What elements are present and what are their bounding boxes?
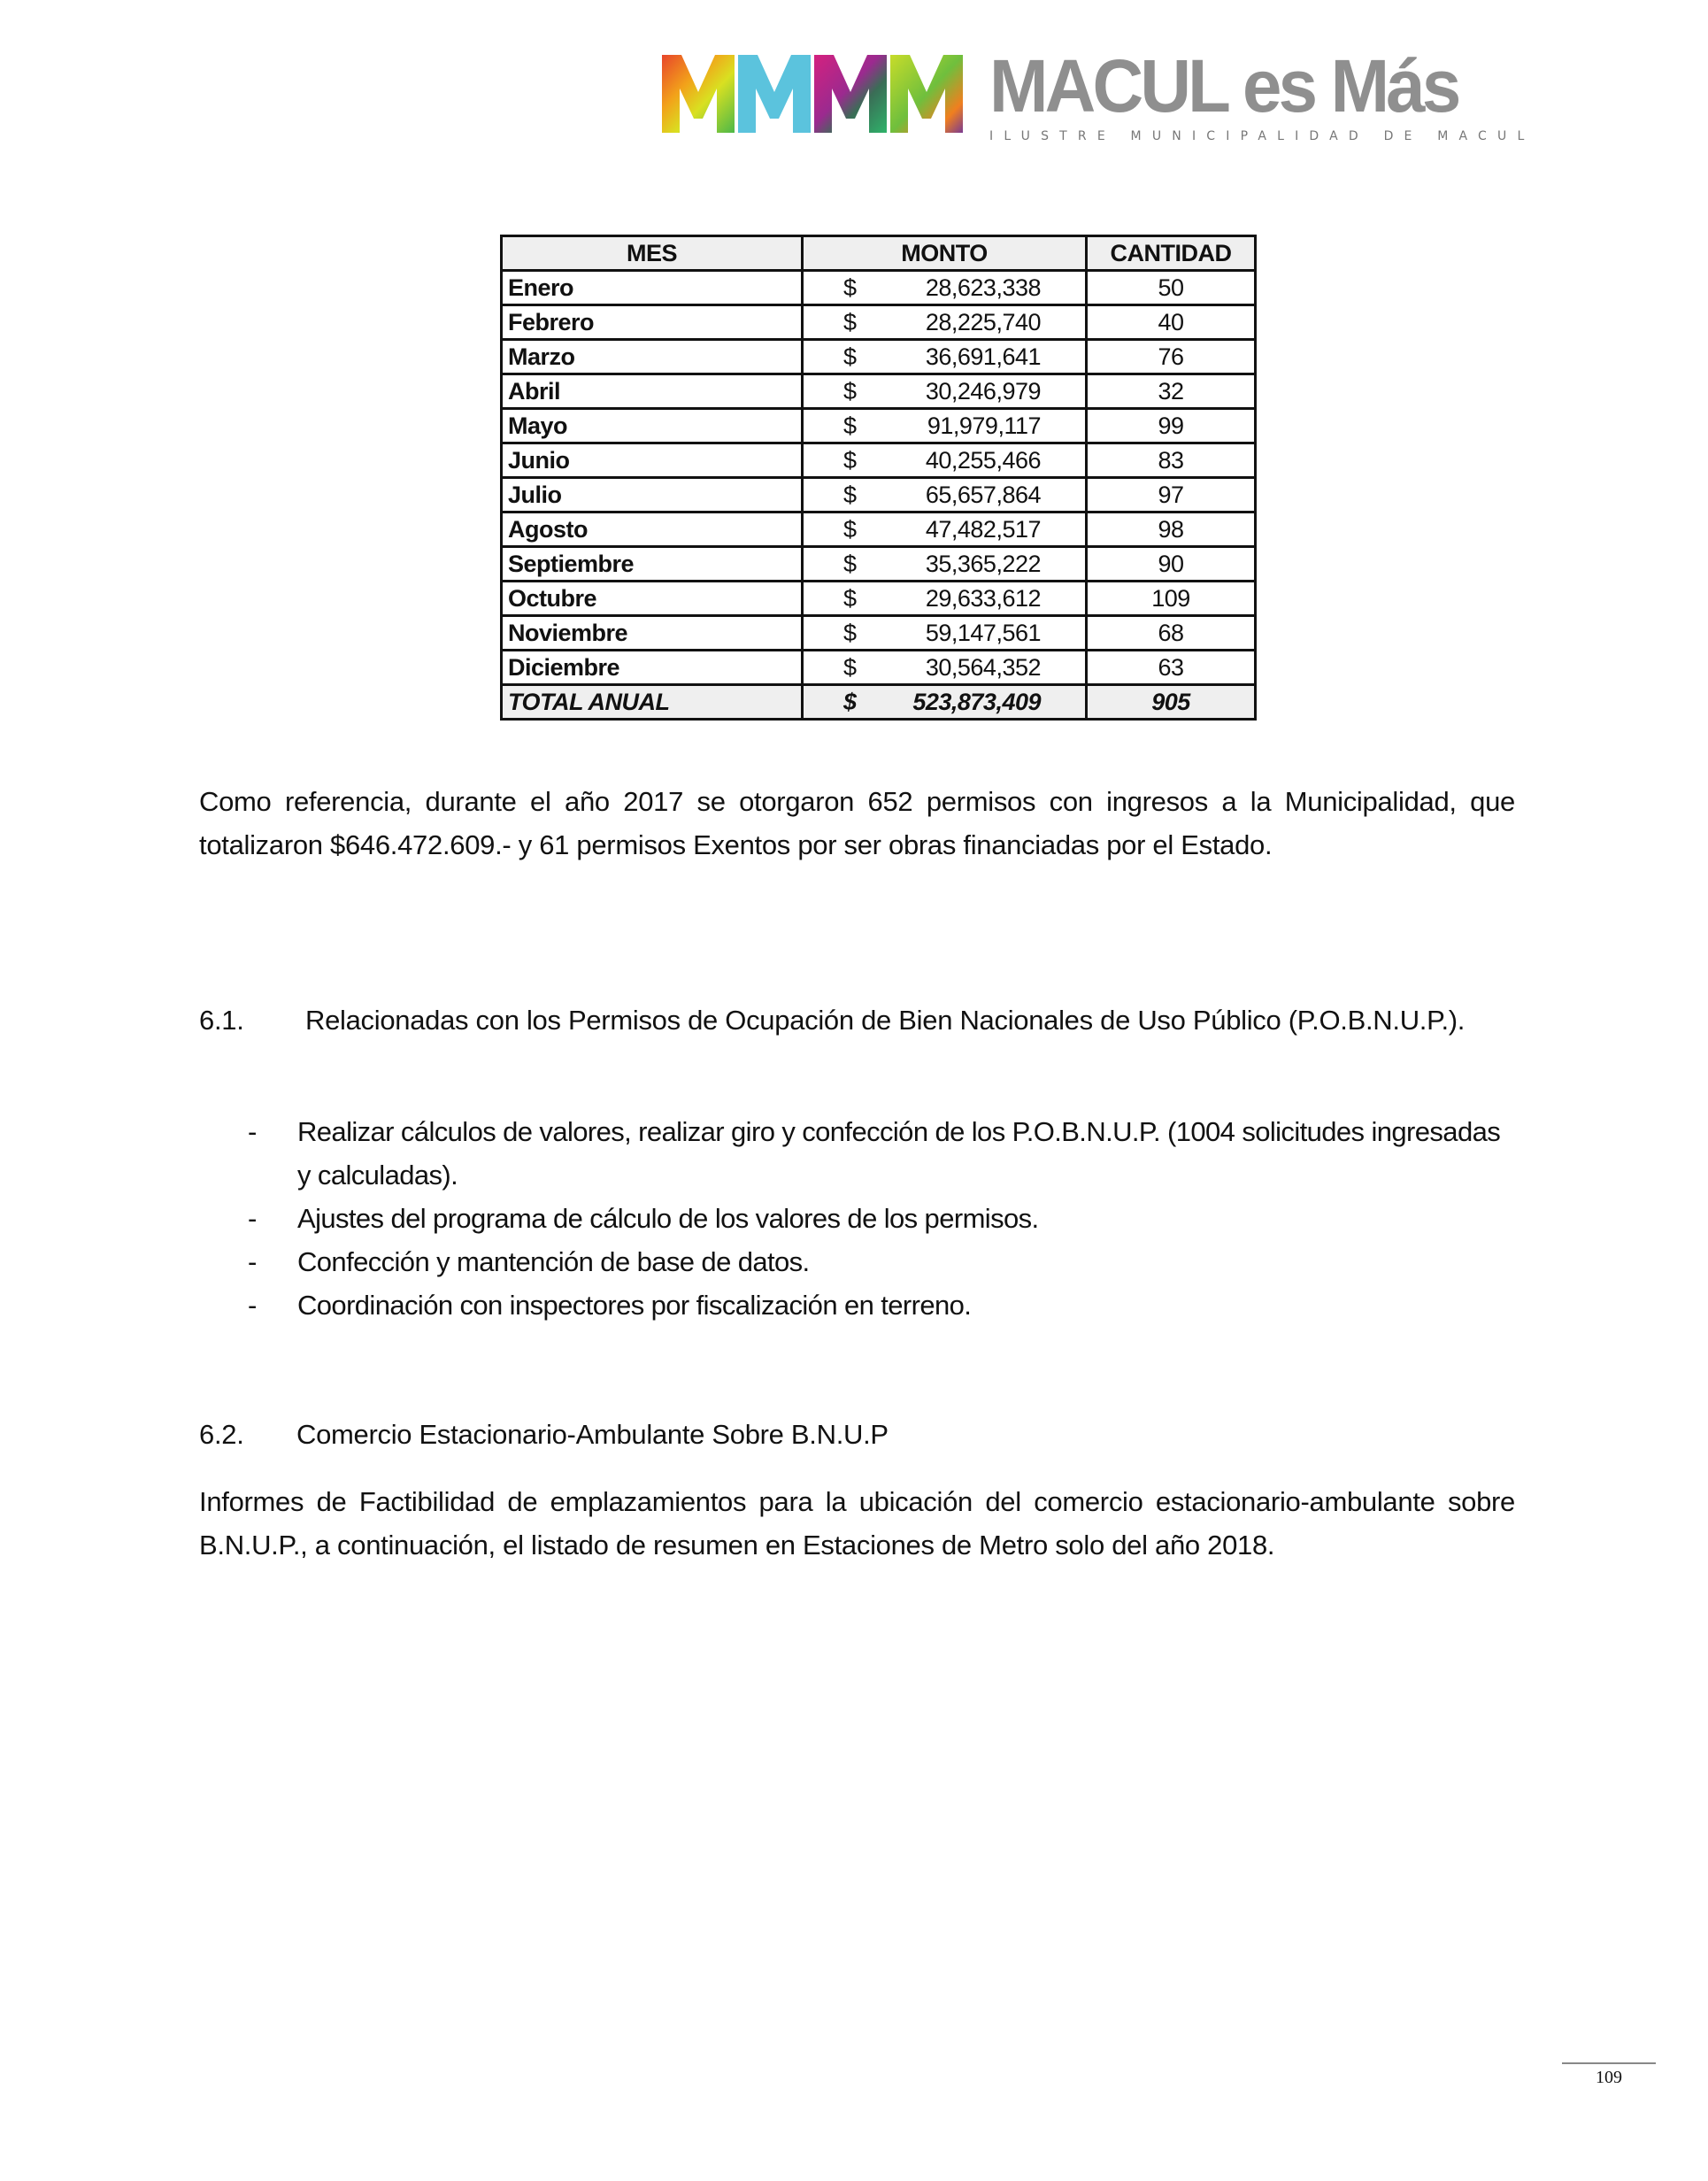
- cell-mes: Septiembre: [502, 547, 803, 582]
- currency-symbol: $: [843, 412, 857, 439]
- cell-mes: Enero: [502, 271, 803, 305]
- currency-symbol: $: [843, 274, 857, 301]
- cell-monto: [803, 651, 1087, 685]
- cell-monto-value: 47,482,517: [925, 516, 1041, 543]
- list-item-text: Confección y mantención de base de datos.: [297, 1246, 810, 1277]
- column-header-cantidad: CANTIDAD: [1087, 236, 1256, 271]
- cell-cantidad: 109: [1087, 582, 1256, 616]
- bullet-dash: -: [248, 1203, 257, 1234]
- table-row: [502, 547, 1256, 582]
- bullet-dash: -: [248, 1116, 257, 1147]
- table-row: [502, 409, 1256, 443]
- cell-cantidad: 40: [1087, 305, 1256, 340]
- table-row: [502, 582, 1256, 616]
- cell-monto-value: 91,979,117: [927, 412, 1041, 439]
- municipality-logo: [662, 44, 1535, 143]
- list-item-text: Coordinación con inspectores por fiscalización en terreno.: [297, 1290, 972, 1321]
- cell-monto-value: 30,246,979: [925, 378, 1041, 405]
- cell-monto: [803, 409, 1087, 443]
- cell-mes: Febrero: [502, 305, 803, 340]
- currency-symbol: $: [843, 689, 857, 715]
- cell-cantidad: 97: [1087, 478, 1256, 512]
- brand-text: [989, 44, 1535, 143]
- logo-m-green-icon: [890, 55, 963, 133]
- table-row: [502, 512, 1256, 547]
- cell-monto: [803, 305, 1087, 340]
- currency-symbol: $: [843, 516, 857, 543]
- cell-mes: Marzo: [502, 340, 803, 374]
- cell-cantidad: 90: [1087, 547, 1256, 582]
- currency-symbol: $: [843, 343, 857, 370]
- cell-monto-value: 28,623,338: [925, 274, 1041, 301]
- cell-monto: [803, 374, 1087, 409]
- cell-monto-value: 36,691,641: [925, 343, 1041, 370]
- cell-cantidad: 83: [1087, 443, 1256, 478]
- list-item: [248, 1240, 1515, 1283]
- reference-paragraph: Como referencia, durante el año 2017 se otorgaron 652 permisos con ingresos a la Municipalidad, que totalizaron $646.472.609.- y 61 permisos Exentos por ser obras financiadas por el Estado.: [199, 786, 1515, 860]
- cell-mes: Julio: [502, 478, 803, 512]
- cell-mes: Mayo: [502, 409, 803, 443]
- cell-monto-value: 40,255,466: [925, 447, 1041, 474]
- total-monto-value: 523,873,409: [912, 689, 1041, 715]
- cell-mes: Agosto: [502, 512, 803, 547]
- logo-m-cyan-icon: [738, 55, 811, 133]
- currency-symbol: $: [843, 654, 857, 681]
- cell-mes: Noviembre: [502, 616, 803, 651]
- cell-monto: [803, 271, 1087, 305]
- section-6-2-paragraph: Informes de Factibilidad de emplazamientos para la ubicación del comercio estacionario-ambulante sobre B.N.U.P., a continuación, el listado de resumen en Estaciones de Metro solo del año 2018.: [199, 1486, 1515, 1561]
- bullet-dash: -: [248, 1290, 257, 1321]
- section-title: Relacionadas con los Permisos de Ocupación de Bien Nacionales de Uso Público (P.O.B.N.U.P.).: [305, 1005, 1466, 1036]
- section-6-2-heading: [199, 1413, 1515, 1456]
- brand-name: MACUL es Más: [989, 44, 1458, 127]
- total-cantidad: 905: [1087, 685, 1256, 720]
- cell-monto-value: 65,657,864: [925, 482, 1041, 508]
- page-number: 109: [1596, 2068, 1622, 2087]
- cell-monto-value: 59,147,561: [925, 620, 1041, 646]
- cell-mes: Diciembre: [502, 651, 803, 685]
- section-number: 6.2.: [199, 1419, 244, 1450]
- cell-monto-value: 28,225,740: [925, 309, 1041, 335]
- list-item-text: Ajustes del programa de cálculo de los valores de los permisos.: [297, 1203, 1039, 1234]
- logo-m-orange-icon: [662, 55, 735, 133]
- currency-symbol: $: [843, 620, 857, 646]
- logo-m-magenta-icon: [814, 55, 887, 133]
- bullet-dash: -: [248, 1246, 257, 1277]
- total-label: TOTAL ANUAL: [502, 685, 803, 720]
- cell-monto-value: 29,633,612: [925, 585, 1041, 612]
- table-row: [502, 651, 1256, 685]
- brand-tagline: ILUSTRE MUNICIPALIDAD DE MACUL: [989, 129, 1535, 143]
- list-item-text: Realizar cálculos de valores, realizar giro y confección de los P.O.B.N.U.P. (1004 solicitudes ingresadas y calculadas).: [297, 1116, 1501, 1191]
- total-monto: [803, 685, 1087, 720]
- table-row: [502, 443, 1256, 478]
- cell-monto: [803, 512, 1087, 547]
- currency-symbol: $: [843, 551, 857, 577]
- cell-cantidad: 50: [1087, 271, 1256, 305]
- column-header-mes: MES: [502, 236, 803, 271]
- monthly-permits-table: [500, 235, 1257, 721]
- cell-monto: [803, 443, 1087, 478]
- table-body: [502, 271, 1256, 685]
- table-row: [502, 616, 1256, 651]
- cell-monto: [803, 547, 1087, 582]
- list-item: [248, 1283, 1515, 1327]
- cell-mes: Octubre: [502, 582, 803, 616]
- cell-cantidad: 76: [1087, 340, 1256, 374]
- table-row: [502, 374, 1256, 409]
- column-header-monto: MONTO: [803, 236, 1087, 271]
- cell-monto-value: 35,365,222: [925, 551, 1041, 577]
- section-title: Comercio Estacionario-Ambulante Sobre B.N.U.P: [296, 1419, 889, 1450]
- currency-symbol: $: [843, 447, 857, 474]
- table-total-row: [502, 685, 1256, 720]
- table-row: [502, 271, 1256, 305]
- table-header-row: [502, 236, 1256, 271]
- cell-monto: [803, 582, 1087, 616]
- cell-mes: Junio: [502, 443, 803, 478]
- section-6-1-heading: [199, 998, 1515, 1042]
- cell-cantidad: 63: [1087, 651, 1256, 685]
- currency-symbol: $: [843, 378, 857, 405]
- cell-cantidad: 32: [1087, 374, 1256, 409]
- cell-monto: [803, 478, 1087, 512]
- mmmm-logo-mark: [662, 55, 963, 133]
- table-row: [502, 340, 1256, 374]
- list-item: [248, 1197, 1515, 1240]
- cell-cantidad: 68: [1087, 616, 1256, 651]
- cell-monto-value: 30,564,352: [925, 654, 1041, 681]
- currency-symbol: $: [843, 482, 857, 508]
- currency-symbol: $: [843, 585, 857, 612]
- cell-mes: Abril: [502, 374, 803, 409]
- cell-cantidad: 99: [1087, 409, 1256, 443]
- table-row: [502, 305, 1256, 340]
- table-row: [502, 478, 1256, 512]
- cell-cantidad: 98: [1087, 512, 1256, 547]
- page-number-rule: [1562, 2062, 1656, 2064]
- section-number: 6.1.: [199, 1005, 244, 1036]
- currency-symbol: $: [843, 309, 857, 335]
- section-6-1-bullet-list: [248, 1110, 1515, 1327]
- list-item: [248, 1110, 1515, 1197]
- cell-monto: [803, 340, 1087, 374]
- cell-monto: [803, 616, 1087, 651]
